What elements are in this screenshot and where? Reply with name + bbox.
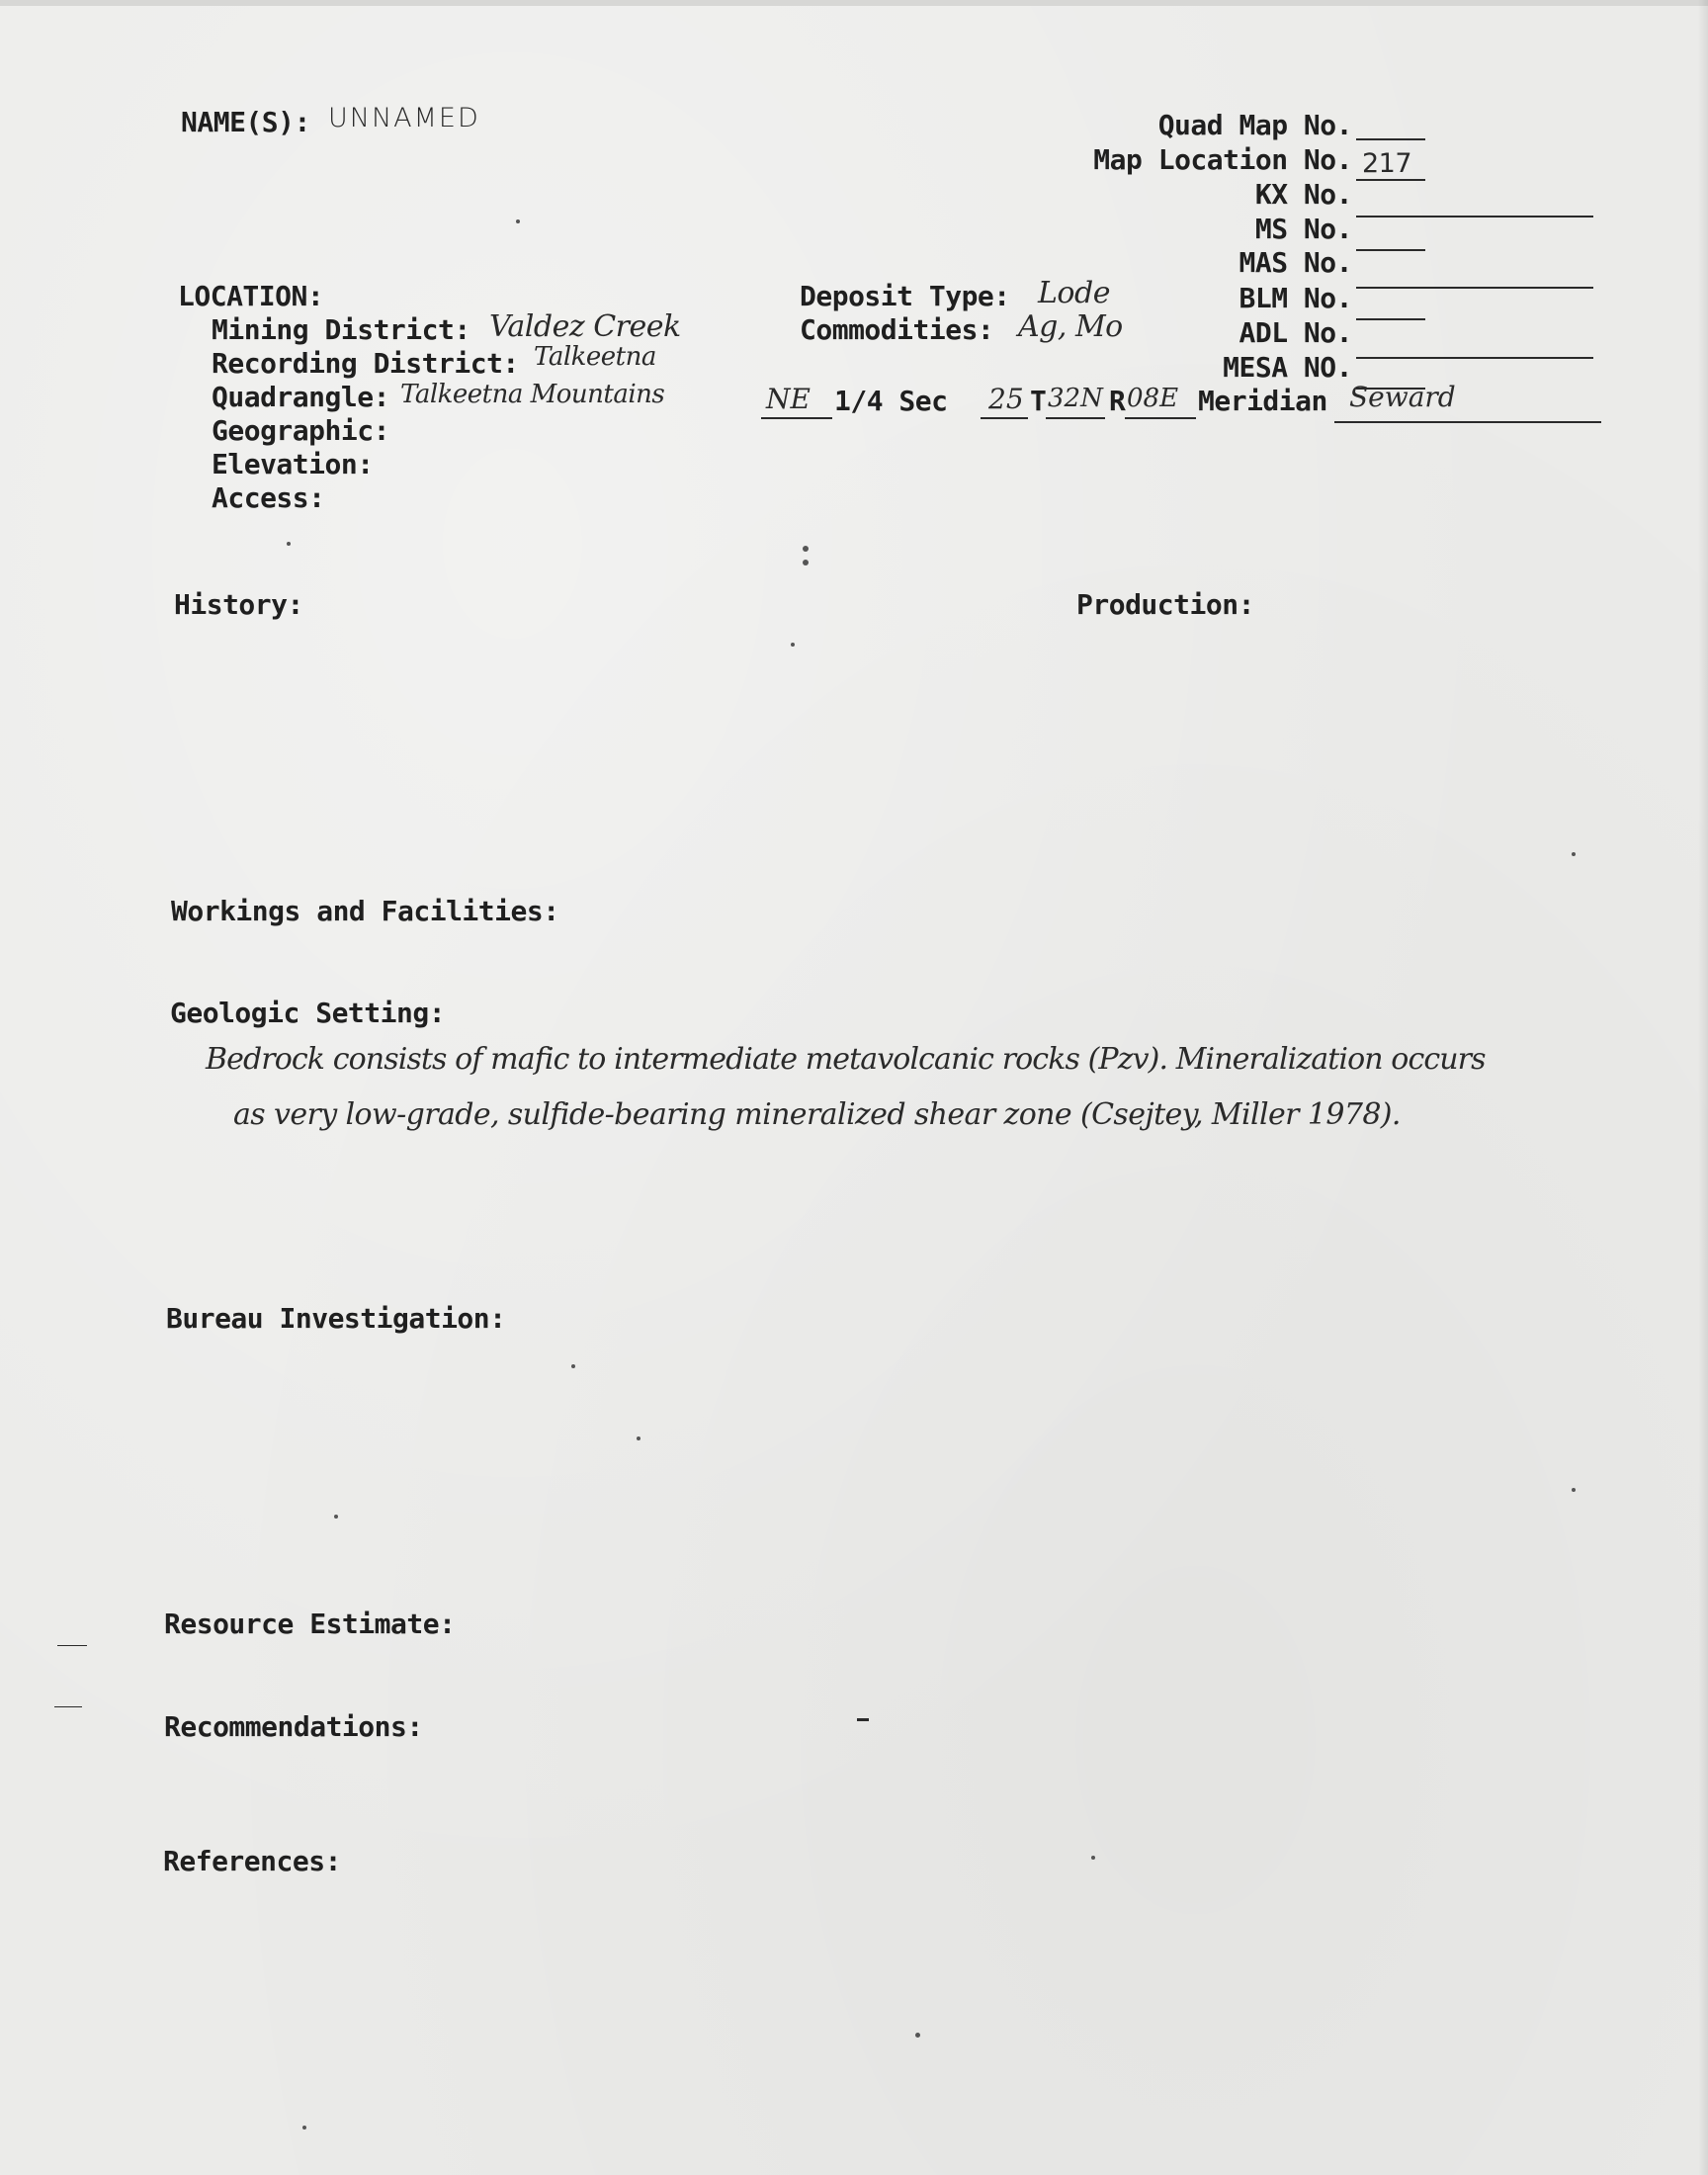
sec-value: 25 [988, 383, 1024, 415]
resource-heading: Resource Estimate: [164, 1608, 456, 1640]
ms-blank [1356, 249, 1425, 251]
scan-dash [57, 1645, 87, 1646]
map-location-blank [1356, 179, 1425, 181]
mining-district-label: Mining District: [212, 313, 470, 346]
sec-blank [981, 417, 1028, 419]
scan-speck [516, 219, 520, 223]
scan-dash [54, 1706, 82, 1707]
history-heading: History: [174, 588, 303, 621]
scan-speck [1572, 1488, 1576, 1492]
quadrangle-value: Talkeetna Mountains [400, 380, 665, 409]
quad-map-blank [1356, 138, 1425, 140]
access-label: Access: [212, 481, 325, 514]
range-blank [1125, 417, 1196, 419]
references-heading: References: [163, 1845, 341, 1877]
deposit-type-value: Lode [1038, 276, 1110, 310]
elevation-label: Elevation: [212, 448, 374, 480]
workings-heading: Workings and Facilities: [171, 895, 559, 927]
kx-blank [1356, 216, 1593, 218]
commodities-value: Ag, Mo [1018, 309, 1123, 344]
production-heading: Production: [1076, 588, 1254, 621]
commodities-label: Commodities: [800, 313, 994, 346]
blm-blank [1356, 318, 1425, 320]
township-value: 32N [1048, 384, 1103, 413]
range-label: R [1109, 385, 1126, 417]
adl-label: ADL No. [1238, 316, 1352, 349]
township-label: T [1030, 385, 1047, 417]
quarter-value: NE [766, 383, 811, 415]
quadrangle-label: Quadrangle: [212, 381, 389, 413]
page-edge-top [0, 0, 1708, 6]
ms-label: MS No. [1254, 213, 1352, 245]
geographic-label: Geographic: [212, 414, 389, 447]
scan-speck [334, 1515, 338, 1519]
township-blank [1046, 417, 1105, 419]
blm-label: BLM No. [1238, 282, 1352, 314]
geologic-heading: Geologic Setting: [170, 997, 446, 1029]
page-edge-shadow [1698, 0, 1708, 2175]
scan-speck [803, 546, 809, 552]
mining-district-value: Valdez Creek [489, 309, 681, 344]
scan-speck [915, 2033, 920, 2038]
names-value: UNNAMED [328, 103, 480, 133]
bureau-heading: Bureau Investigation: [166, 1302, 506, 1335]
mas-label: MAS No. [1238, 246, 1352, 279]
geologic-text-line-1: Bedrock consists of mafic to intermediate metavolcanic rocks (Pzv). Mineralization occurs [206, 1042, 1486, 1077]
location-heading: LOCATION: [178, 280, 324, 312]
recording-district-label: Recording District: [212, 347, 519, 380]
scan-speck [302, 2126, 306, 2130]
mas-blank [1356, 287, 1593, 289]
recording-district-value: Talkeetna [534, 342, 656, 372]
quarter-sec-label: 1/4 Sec [834, 385, 948, 417]
quad-map-label: Quad Map No. [1157, 109, 1352, 141]
kx-label: KX No. [1254, 178, 1352, 211]
scan-speck [791, 643, 795, 647]
map-location-label: Map Location No. [1093, 143, 1352, 176]
scan-speck [1091, 1856, 1095, 1860]
geologic-text-line-2: as very low-grade, sulfide-bearing mineralized shear zone (Csejtey, Miller 1978). [233, 1097, 1401, 1132]
scan-speck [1572, 852, 1576, 856]
scan-speck [803, 560, 809, 566]
meridian-blank [1334, 421, 1601, 423]
adl-blank [1356, 357, 1593, 359]
quarter-blank [761, 417, 832, 419]
scan-speck [637, 1436, 640, 1440]
meridian-value: Seward [1349, 381, 1456, 413]
recommendations-heading: Recommendations: [164, 1710, 423, 1743]
deposit-type-label: Deposit Type: [800, 280, 1010, 312]
range-value: 08E [1127, 384, 1179, 413]
scan-speck [287, 542, 291, 546]
mesa-label: MESA NO. [1223, 351, 1352, 384]
scan-dash [857, 1718, 869, 1721]
meridian-label: Meridian [1198, 385, 1327, 417]
names-label: NAME(S): [181, 106, 310, 138]
scan-speck [571, 1364, 575, 1368]
map-location-value: 217 [1362, 148, 1412, 179]
